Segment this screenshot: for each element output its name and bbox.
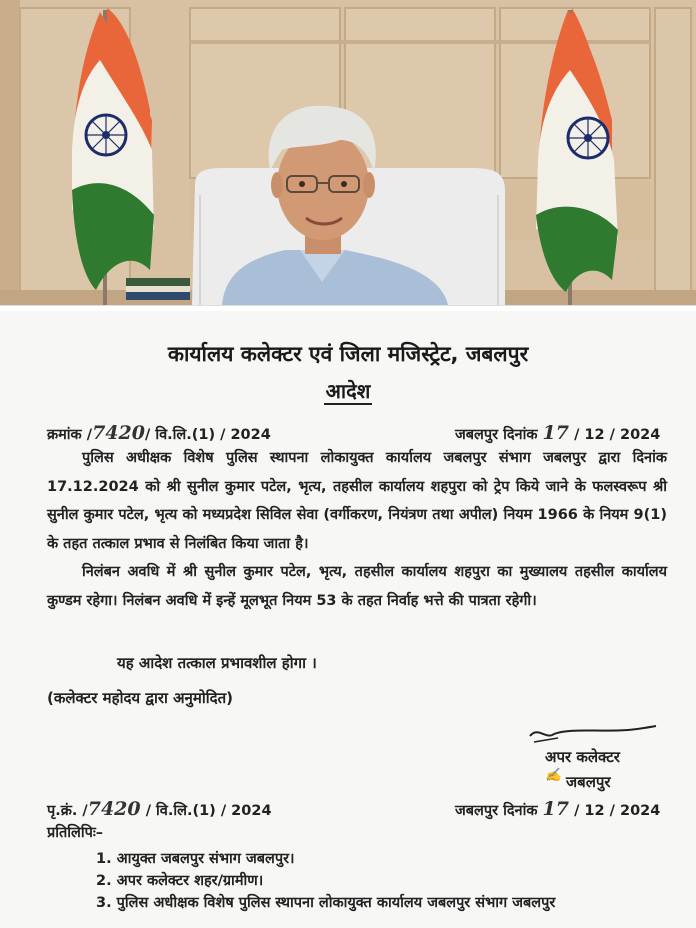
handwritten-day: 17 <box>542 422 569 444</box>
endorsement-number: पृ.क्रं. /7420 / वि.लि.(1) / 2024 <box>47 798 272 820</box>
initials-icon: ✍ <box>545 768 562 783</box>
handwritten-day: 17 <box>542 798 569 820</box>
handwritten-number: 7420 <box>92 422 145 444</box>
handwritten-number: 7420 <box>87 798 141 820</box>
order-title: आदेश <box>325 379 371 403</box>
list-item: 3. पुलिस अधीक्षक विशेष पुलिस स्थापना लोकायुक्त कार्यालय जबलपुर संभाग जबलपुर <box>96 895 556 911</box>
effective-statement: यह आदेश तत्काल प्रभावशील होगा । <box>117 654 317 672</box>
official-photo <box>0 0 696 305</box>
signatory-designation: अपर कलेक्टर <box>545 748 620 766</box>
copy-to-list <box>96 848 676 914</box>
copy-to-label: प्रतिलिपिः– <box>47 825 104 841</box>
list-item: 1. आयुक्त जबलपुर संभाग जबलपुर। <box>96 851 295 867</box>
order-paragraph-1: पुलिस अधीक्षक विशेष पुलिस स्थापना लोकायुक्त कार्यालय जबलपुर संभाग जबलपुर द्वारा दिनांक 17.12.2024 को श्री सुनील कुमार पटेल, भृत्य, तहसील कार्यालय शहपुरा को ट्रेप किये जाने के फलस्वरूप श्री सुनील कुमार पटेल, भृत्य को मध्यप्रदेश सिविल सेवा (वर्गीकरण, नियंत्रण तथा अपील) नियम 1966 के नियम 9(1) के तहत तत्काल प्रभाव से निलंबित किया जाता है। <box>47 450 667 552</box>
order-paragraph-2: निलंबन अवधि में श्री सुनील कुमार पटेल, भृत्य, तहसील कार्यालय शहपुरा का मुख्यालय तहसील कार्यालय कुण्डम रहेगा। निलंबन अवधि में इन्हें मूलभूत नियम 53 के तहत निर्वाह भत्ते की पात्रता रहेगी। <box>47 564 667 609</box>
signature-icon <box>528 722 658 750</box>
office-title: कार्यालय कलेक्टर एवं जिला मजिस्ट्रेट, जबलपुर <box>167 342 529 366</box>
list-item: 2. अपर कलेक्टर शहर/ग्रामीण। <box>96 873 264 889</box>
order-date: जबलपुर दिनांक 17 / 12 / 2024 <box>455 422 661 444</box>
order-body <box>47 444 667 615</box>
endorsement-date: जबलपुर दिनांक 17 / 12 / 2024 <box>455 798 661 820</box>
approval-note: (कलेक्टर महोदय द्वारा अनुमोदित) <box>47 689 233 707</box>
signatory-place: जबलपुर <box>566 773 611 791</box>
order-reference-number: क्रमांक /7420/ वि.लि.(1) / 2024 <box>47 422 271 444</box>
